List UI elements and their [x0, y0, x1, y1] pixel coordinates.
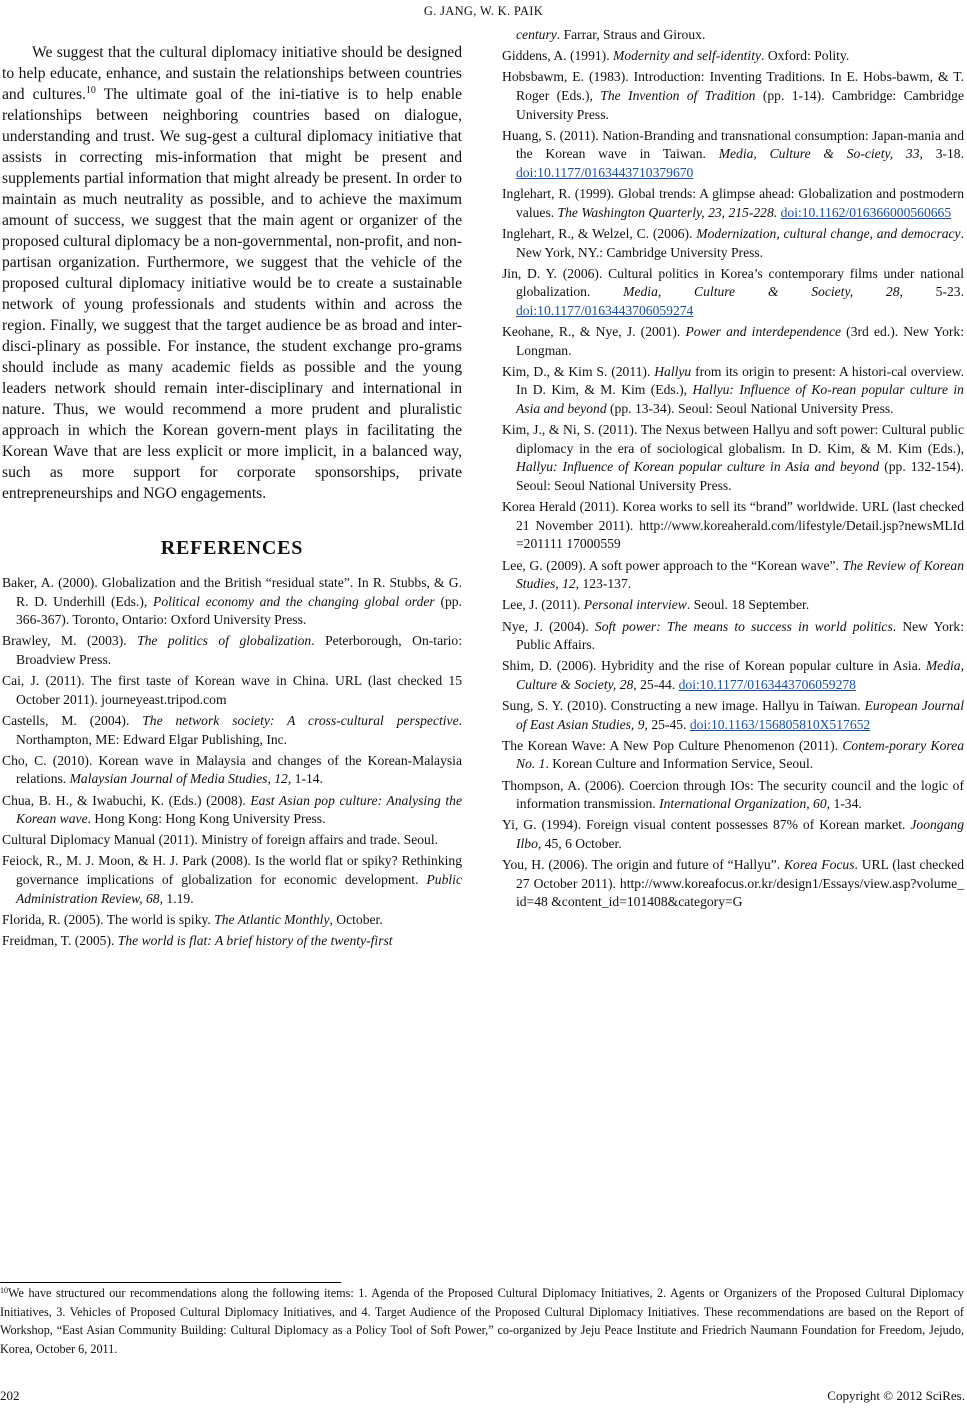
- ref-title: Malaysian Journal of Media Studies, 12,: [69, 771, 292, 787]
- ref-title: Modernity and self-identity: [613, 48, 762, 64]
- reference-entry: [502, 657, 964, 694]
- ref-title: The world is flat: A brief history of the twenty-first: [117, 933, 393, 949]
- ref-text: Inglehart, R. (1999). Global trends: A glimpse ahead: Globalization and postmodern values.: [502, 186, 964, 220]
- doi-link[interactable]: doi:10.1162/016366000560665: [780, 204, 952, 220]
- ref-text: Castells, M. (2004).: [2, 712, 143, 728]
- ref-title: Public Administration Review, 68,: [16, 872, 462, 906]
- reference-entry: [502, 68, 964, 124]
- ref-title: Hallyu: [654, 363, 692, 379]
- ref-text: 5-23.: [902, 284, 965, 300]
- ref-text: Cai, J. (2011). The first taste of Korean wave in China. URL (last checked 15 October 2011). journeyeast.tripod.com: [2, 673, 462, 707]
- ref-text: Lee, G. (2009). A soft power approach to the “Korean wave”.: [502, 557, 843, 573]
- ref-title: Modernization, cultural change, and democracy: [696, 225, 961, 241]
- ref-text: Lee, J. (2011).: [502, 597, 584, 613]
- ref-text: Shim, D. (2006). Hybridity and the rise of Korean popular culture in Asia.: [502, 658, 926, 674]
- ref-title: Media, Culture & Society, 28,: [516, 658, 964, 692]
- doi-link[interactable]: doi:10.1163/156805810X517652: [689, 716, 871, 732]
- ref-text: Brawley, M. (2003).: [2, 633, 138, 649]
- ref-title: Joongang Ilbo,: [516, 817, 964, 852]
- reference-entry: [502, 323, 964, 360]
- ref-text: (pp. 366-367). Toronto, Ontario: Oxford University Press.: [16, 593, 462, 628]
- ref-title: Korea Focus: [783, 857, 855, 873]
- ref-text: from its origin to present: A histori-cal overview. In D. Kim, & M. Kim (Eds.),: [516, 363, 965, 398]
- reference-entry: [502, 47, 964, 66]
- doi-link[interactable]: doi:10.1177/0163443710379670: [516, 164, 694, 180]
- ref-text: The Korean Wave: A New Pop Culture Phenomenon (2011).: [502, 737, 843, 753]
- ref-text: Inglehart, R., & Welzel, C. (2006).: [502, 225, 697, 241]
- ref-text: 45, 6 October.: [541, 836, 622, 852]
- reference-entry: [2, 712, 462, 749]
- ref-text: Giddens, A. (1991).: [502, 48, 614, 64]
- reference-entry: [502, 856, 964, 912]
- ref-text: 25-44.: [636, 676, 679, 692]
- doi-link[interactable]: doi:10.1177/0163443706059278: [678, 676, 856, 692]
- reference-entry: [502, 777, 964, 814]
- ref-title: Soft power: The means to success in world politics: [594, 618, 893, 634]
- footnote-divider: [0, 1282, 341, 1283]
- footnote-mark: 10: [0, 1286, 8, 1295]
- reference-entry: [2, 574, 462, 630]
- ref-text: Yi, G. (1994). Foreign visual content possesses 87% of Korean market.: [502, 817, 911, 833]
- reference-entry: [2, 852, 462, 908]
- ref-text: Kim, J., & Ni, S. (2011). The Nexus between Hallyu and soft power: Cultural public diplomacy in the era of sociological globalism. In D. Kim, & M. Kim (Eds.),: [502, 422, 964, 456]
- right-column: [502, 26, 964, 915]
- ref-title: The Invention of Tradition: [600, 87, 756, 103]
- ref-text: Thompson, A. (2006). Coercion through IOs: The security council and the logic of information transmission.: [502, 777, 964, 812]
- page-number: 202: [0, 1388, 20, 1403]
- ref-title: century: [516, 27, 557, 42]
- ref-text: 3-18.: [922, 146, 965, 162]
- ref-text: Feiock, R., M. J. Moon, & H. J. Park (2008). Is the world flat or spiky? Rethinking governance implications of globalization for economic development.: [2, 853, 462, 888]
- reference-entry: [2, 932, 462, 951]
- ref-text: . Hong Kong: Hong Kong University Press.: [87, 811, 326, 827]
- reference-entry: [502, 185, 964, 222]
- ref-text: 1-14.: [291, 771, 323, 787]
- reference-entry: [2, 831, 462, 850]
- left-column: [2, 26, 462, 953]
- references-list-left: [2, 574, 462, 951]
- ref-text: Cultural Diplomacy Manual (2011). Ministry of foreign affairs and trade. Seoul.: [2, 832, 439, 848]
- ref-text: Sung, S. Y. (2010). Constructing a new image. Hallyu in Taiwan.: [502, 698, 865, 714]
- reference-entry: [502, 363, 964, 419]
- body-paragraph: [2, 42, 462, 504]
- reference-entry: [502, 557, 964, 594]
- ref-title: The Washington Quarterly, 23, 215-228.: [557, 204, 778, 220]
- reference-entry: [502, 265, 964, 321]
- ref-text: (pp. 132-154). Seoul: Seoul National University Press.: [516, 459, 964, 493]
- ref-text: Cho, C. (2010). Korean wave in Malaysia and changes of the Korean-Malaysia relations.: [2, 752, 462, 787]
- running-header: G. JANG, W. K. PAIK: [423, 4, 544, 18]
- footnote-text: We have structured our recommendations along the following items: 1. Agenda of the Proposed Cultural Diplomacy Initiatives, 2. Agents or Organizers of the Proposed Cultural Diplomacy Initiatives, 3. Vehicles of Proposed Cultural Diplomacy Initiatives, and 4. Target Audience of the Proposed Cultural Diplomacy Initiatives. These recommendations are based on the Report of Workshop, “East Asian Community Building: Cultural Diplomacy as a Policy Tool of Soft Power,” co-organized by Jeju Peace Institute and Friedrich Naumann Foundation for Freedom, Jejudo, Korea, October 6, 2011.: [0, 1286, 964, 1356]
- reference-entry: [2, 672, 462, 709]
- ref-text: . Seoul. 18 September.: [686, 597, 810, 613]
- ref-text: (3rd ed.). New York: Longman.: [516, 324, 964, 358]
- ref-title: The Atlantic Monthly: [214, 911, 330, 927]
- ref-text: Jin, D. Y. (2006). Cultural politics in Korea’s contemporary films under national globalization.: [502, 265, 964, 300]
- ref-title: Power and interdependence: [685, 324, 842, 340]
- ref-text: Keohane, R., & Nye, J. (2001).: [502, 324, 686, 340]
- reference-entry: [2, 752, 462, 789]
- ref-text: . URL (last checked 27 October 2011). http://www.koreafocus.or.kr/design1/Essays/view.asp?volume_id=48 &content_id=101408&category=G: [516, 857, 964, 910]
- ref-title: Personal interview: [583, 597, 687, 613]
- reference-entry: [502, 737, 964, 774]
- ref-title: Media, Culture & Society, 28,: [623, 284, 903, 300]
- reference-entry: [502, 225, 964, 262]
- ref-text: Baker, A. (2000). Globalization and the British “residual state”. In R. Stubbs, & G. R. D. Underhill (Eds.),: [2, 575, 462, 609]
- ref-text: Kim, D., & Kim S. (2011).: [502, 363, 655, 379]
- ref-title: International Organization, 60,: [659, 796, 831, 812]
- ref-title: European Journal of East Asian Studies, 9,: [516, 698, 964, 732]
- ref-title: Media, Culture & So-ciety, 33,: [718, 146, 923, 162]
- ref-title: Hallyu: Influence of Korean popular culture in Asia and beyond: [516, 459, 880, 475]
- ref-text: . Oxford: Polity.: [761, 48, 850, 64]
- ref-text: 1-34.: [830, 796, 862, 812]
- ref-text: Florida, R. (2005). The world is spiky.: [2, 911, 215, 927]
- ref-text: 1.19.: [163, 890, 194, 906]
- body-text-part2: The ultimate goal of the ini-tiative is to help enable relationships between neighboring countries based on dialogue, understanding and trust. We sug-gest a cultural diplomacy initiative that assists in correcting mis-information that might be present and supplements partial information that might already be present. In order to maintain as much neutrality as possible, and to achieve the maximum amount of success, we suggest that the main agent or organizer of the proposed cultural diplomacy be a non-governmental, non-profit, and non-partisan organization. Furthermore, we suggest that the vehicle of the proposed cultural diplomacy initiative would be to create a sustainable network of young professionals and students within and across the region. Finally, we suggest that the target audience be as broad and inter-disci-plinary as possible. For instance, the student exchange pro-grams should include as many academic fields as possible and the young leaders network should remain inter-disciplinary and international in nature. Thus, we would recommend a more prudent and pluralistic approach in which the Korean govern-ment plays in facilitating the Korean Wave that are less explicit or more implicit, in a balanced way, such as more support for corporate sponsorships, private entrepreneurships and NGO engagements.: [2, 86, 462, 502]
- reference-entry: [502, 127, 964, 183]
- ref-text: . Farrar, Straus and Giroux.: [556, 27, 706, 42]
- ref-title: Political economy and the changing global order: [153, 593, 435, 609]
- footnote: [0, 1284, 964, 1358]
- ref-text: Korea Herald (2011). Korea works to sell its “brand” worldwide. URL (last checked 21 November 2011). http://www.koreaherald.com/lifestyle/Detail.jsp?newsMLId=201111 17000559: [502, 499, 964, 552]
- references-list-right: [502, 26, 964, 912]
- references-heading: REFERENCES: [160, 537, 304, 559]
- ref-text: Hobsbawm, E. (1983). Introduction: Inventing Traditions. In E. Hobs-bawm, & T. Roger (Eds.),: [502, 69, 964, 103]
- ref-text: You, H. (2006). The origin and future of “Hallyu”.: [502, 857, 784, 873]
- ref-title: Hallyu: Influence of Ko-rean popular culture in Asia and beyond: [516, 382, 964, 417]
- footnote-ref[interactable]: 10: [85, 85, 96, 96]
- reference-entry: [502, 498, 964, 554]
- ref-text: , October.: [329, 911, 383, 927]
- reference-entry: [502, 816, 964, 853]
- ref-text: Huang, S. (2011). Nation-Branding and transnational consumption: Japan-mania and the Korean wave in Taiwan.: [502, 127, 964, 162]
- ref-text: 123-137.: [579, 576, 632, 592]
- reference-entry: [502, 421, 964, 495]
- reference-entry: [502, 618, 964, 655]
- reference-entry: [502, 596, 964, 615]
- ref-text: Chua, B. H., & Iwabuchi, K. (Eds.) (2008).: [2, 792, 251, 808]
- reference-entry: [2, 632, 462, 669]
- ref-text: Freidman, T. (2005).: [2, 933, 118, 949]
- body-text-part1: We suggest that the cultural diplomacy initiative should be designed to help educate, enhance, and sustain the relationships between countries and cultures.: [2, 44, 462, 103]
- ref-title: The Review of Korean Studies, 12,: [516, 557, 964, 592]
- reference-entry: [502, 26, 964, 45]
- ref-text: 25-45.: [647, 716, 690, 732]
- reference-entry: [2, 911, 462, 930]
- ref-title: The politics of globalization: [137, 633, 312, 649]
- ref-title: Contem-porary Korea No. 1: [516, 737, 964, 772]
- reference-entry: [2, 792, 462, 829]
- ref-title: East Asian pop culture: Analysing the Korean wave: [16, 792, 463, 827]
- ref-text: . New York, NY.: Cambridge University Press.: [516, 225, 964, 260]
- ref-text: . Peterborough, On-tario: Broadview Press.: [16, 633, 462, 667]
- reference-entry: [502, 697, 964, 734]
- ref-title: The network society: A cross-cultural perspective: [142, 712, 459, 728]
- ref-text: Nye, J. (2004).: [502, 618, 595, 634]
- doi-link[interactable]: doi:10.1177/0163443706059274: [516, 302, 694, 318]
- ref-text: . New York: Public Affairs.: [516, 618, 965, 653]
- copyright: Copyright © 2012 SciRes.: [827, 1388, 965, 1403]
- ref-text: (pp. 1-14). Cambridge: Cambridge University Press.: [516, 87, 964, 122]
- ref-text: . Northampton, ME: Edward Elgar Publishing, Inc.: [16, 712, 463, 747]
- ref-text: (pp. 13-34). Seoul: Seoul National University Press.: [606, 401, 894, 417]
- ref-text: . Korean Culture and Information Service, Seoul.: [545, 756, 814, 772]
